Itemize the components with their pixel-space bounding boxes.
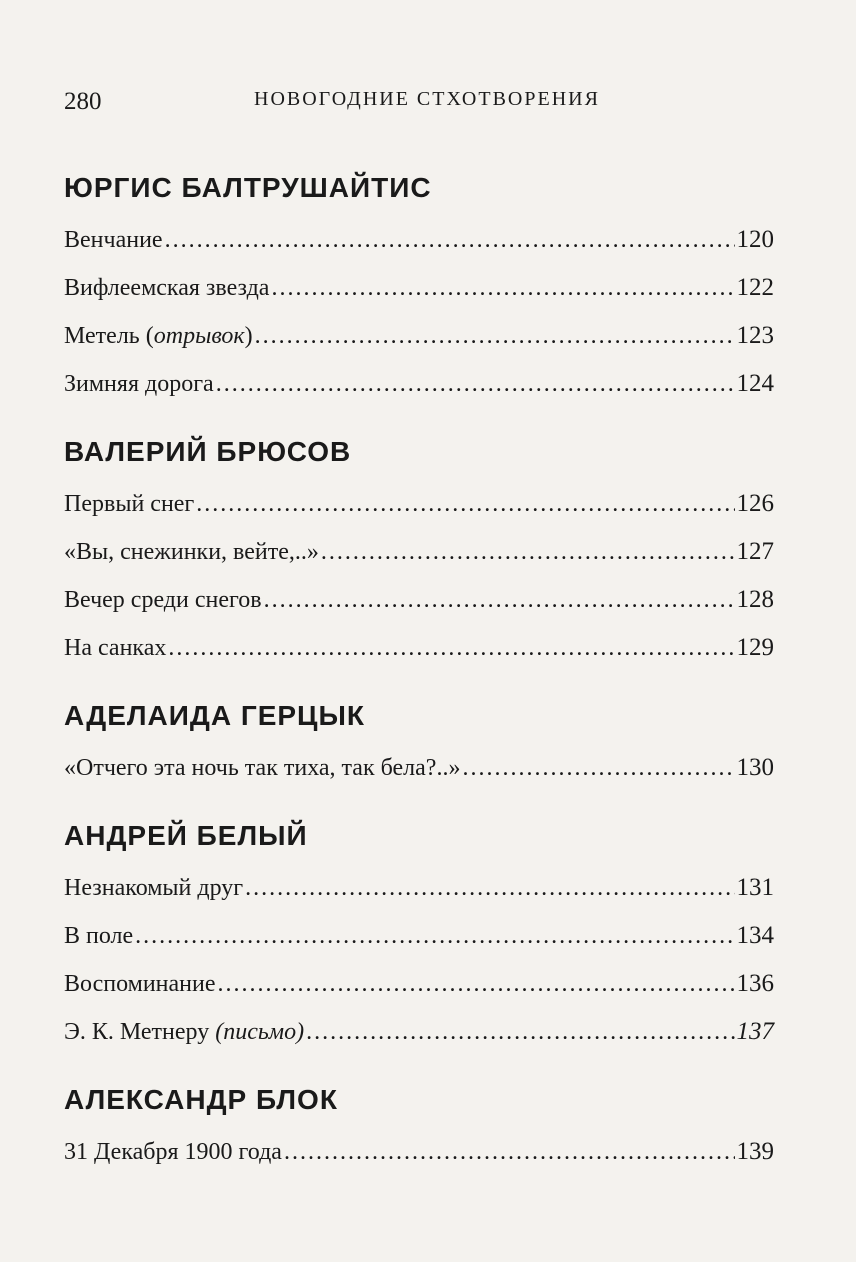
toc-entry[interactable] xyxy=(64,312,774,360)
entry-title: Метель (отрывок) xyxy=(64,323,253,349)
entry-title: «Отчего эта ночь так тиха, так бела?..» xyxy=(64,755,461,781)
leader-dots xyxy=(218,960,735,1008)
entry-page-number: 122 xyxy=(736,274,774,301)
page-number: 280 xyxy=(64,88,102,115)
toc-section xyxy=(64,160,774,408)
entry-page-number: 129 xyxy=(736,634,774,661)
toc-entry[interactable] xyxy=(64,912,774,960)
leader-dots xyxy=(462,744,734,792)
toc-entry[interactable] xyxy=(64,360,774,408)
entry-page-number: 127 xyxy=(736,538,774,565)
entry-page-number: 130 xyxy=(736,754,774,781)
entry-title: 31 Декабря 1900 года xyxy=(64,1139,282,1165)
leader-dots xyxy=(245,864,734,912)
leader-dots xyxy=(255,312,735,360)
toc-section xyxy=(64,808,774,1056)
entry-page-number: 139 xyxy=(736,1138,774,1165)
entry-page-number: 123 xyxy=(736,322,774,349)
section-gap xyxy=(64,672,774,688)
toc-entry[interactable] xyxy=(64,624,774,672)
toc-section xyxy=(64,688,774,792)
toc-section xyxy=(64,424,774,672)
toc-entry[interactable] xyxy=(64,1128,774,1176)
leader-dots xyxy=(165,216,735,264)
toc-entry[interactable] xyxy=(64,864,774,912)
entry-page-number: 136 xyxy=(736,970,774,997)
leader-dots xyxy=(271,264,734,312)
leader-dots xyxy=(321,528,735,576)
section-gap xyxy=(64,408,774,424)
entry-page-number: 128 xyxy=(736,586,774,613)
toc-entry[interactable] xyxy=(64,1008,774,1056)
entry-title: Незнакомый друг xyxy=(64,875,244,901)
table-of-contents xyxy=(64,160,774,1176)
page-header xyxy=(64,88,792,124)
author-heading: АДЕЛАИДА ГЕРЦЫК xyxy=(64,700,366,731)
leader-dots xyxy=(306,1008,734,1056)
author-heading: АЛЕКСАНДР БЛОК xyxy=(64,1084,338,1115)
entry-title: Вечер среди снегов xyxy=(64,587,262,613)
toc-entry[interactable] xyxy=(64,960,774,1008)
entry-page-number: 120 xyxy=(736,226,774,253)
entry-title: Первый снег xyxy=(64,491,195,517)
section-gap xyxy=(64,792,774,808)
entry-title: Воспоминание xyxy=(64,971,216,997)
toc-entry[interactable] xyxy=(64,264,774,312)
leader-dots xyxy=(196,480,734,528)
entry-title: Зимняя дорога xyxy=(64,371,214,397)
running-title: НОВОГОДНИЕ СТХОТВОРЕНИЯ xyxy=(254,88,600,110)
entry-title: «Вы, снежинки, вейте,..» xyxy=(64,539,319,565)
leader-dots xyxy=(168,624,734,672)
toc-entry[interactable] xyxy=(64,480,774,528)
entry-title: Венчание xyxy=(64,227,163,253)
leader-dots xyxy=(284,1128,735,1176)
toc-section xyxy=(64,1072,774,1176)
entry-title: Вифлеемская звезда xyxy=(64,275,270,301)
entry-title: На санках xyxy=(64,635,167,661)
author-heading: ВАЛЕРИЙ БРЮСОВ xyxy=(64,436,352,467)
entry-page-number: 131 xyxy=(736,874,774,901)
leader-dots xyxy=(135,912,734,960)
entry-note: отрывок xyxy=(153,323,245,349)
toc-entry[interactable] xyxy=(64,528,774,576)
leader-dots xyxy=(264,576,735,624)
author-heading: ЮРГИС БАЛТРУШАЙТИС xyxy=(64,172,432,203)
author-heading: АНДРЕЙ БЕЛЫЙ xyxy=(64,820,308,851)
toc-entry[interactable] xyxy=(64,744,774,792)
entry-page-number: 134 xyxy=(736,922,774,949)
entry-page-number: 137 xyxy=(736,1018,774,1045)
entry-page-number: 124 xyxy=(736,370,774,397)
entry-page-number: 126 xyxy=(736,490,774,517)
entry-title: Э. К. Метнеру (письмо) xyxy=(64,1019,305,1045)
toc-entry[interactable] xyxy=(64,576,774,624)
section-gap xyxy=(64,1056,774,1072)
leader-dots xyxy=(216,360,735,408)
entry-title: В поле xyxy=(64,923,134,949)
toc-entry[interactable] xyxy=(64,216,774,264)
entry-note: (письмо) xyxy=(215,1019,305,1045)
